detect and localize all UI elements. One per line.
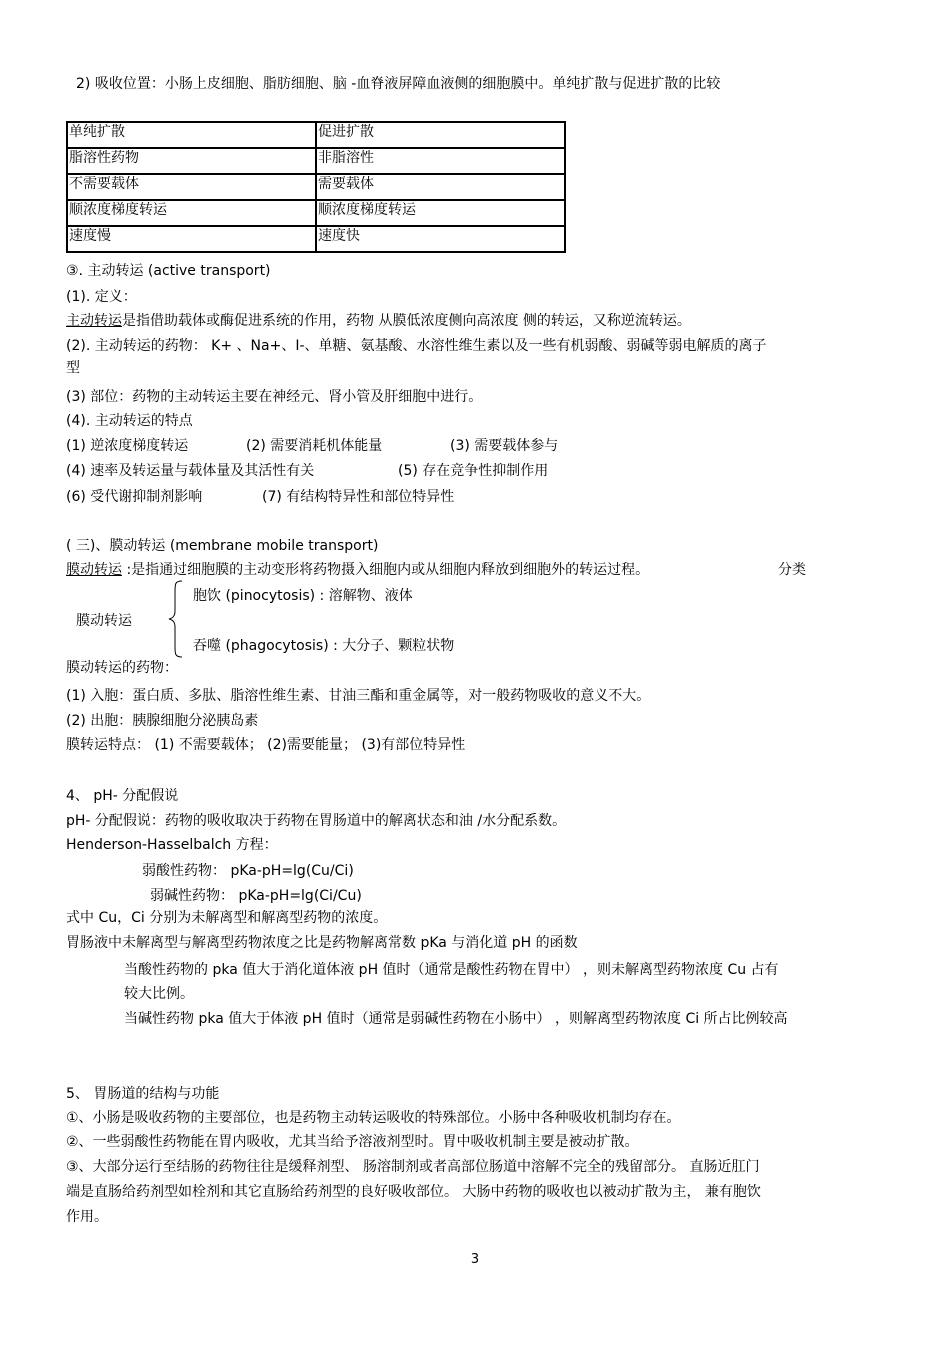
basic-drug-case: 当碱性药物 pka 值大于体液 pH 值时（通常是弱碱性药物在小肠中） ，则解离型药物浓度 Ci 所占比例较高	[124, 1011, 788, 1027]
ratio-statement: 胃肠液中未解离型与解离型药物浓度之比是药物解离常数 pKa 与消化道 pH 的函数	[66, 935, 578, 951]
feature-1: (1) 逆浓度梯度转运	[66, 438, 189, 454]
phagocytosis-item: 吞噬 (phagocytosis) : 大分子、颗粒状物	[193, 638, 455, 654]
table-cell: 不需要载体	[67, 174, 316, 200]
pinocytosis-item: 胞饮 (pinocytosis) : 溶解物、液体	[193, 588, 413, 604]
gi-paragraph-3-line-1: ③、大部分运行至结肠的药物往往是缓释剂型、 肠溶制剂或者高部位肠道中溶解不完全的残留部分。 直肠近肛门	[66, 1159, 760, 1175]
curly-brace-icon	[168, 580, 184, 658]
feature-6: (6) 受代谢抑制剂影响	[66, 489, 203, 505]
feature-2: (2) 需要消耗机体能量	[246, 438, 383, 454]
membrane-term: 膜动转运	[66, 562, 122, 578]
gi-tract-heading: 5、 胃肠道的结构与功能	[66, 1086, 220, 1102]
table-row	[67, 122, 565, 148]
active-transport-features-heading: (4). 主动转运的特点	[66, 413, 193, 429]
table-cell: 速度快	[316, 226, 565, 252]
table-row	[67, 200, 565, 226]
definition-label: (1). 定义：	[66, 289, 137, 305]
table-cell: 速度慢	[67, 226, 316, 252]
active-transport-definition	[66, 312, 691, 330]
endocytosis-line: (1) 入胞：蛋白质、多肽、脂溶性维生素、甘油三酯和重金属等，对一般药物吸收的意义不大。	[66, 688, 651, 704]
active-transport-drugs-cont: 型	[66, 360, 80, 376]
membrane-features-line: 膜转运特点： (1) 不需要载体； (2)需要能量； (3)有部位特异性	[66, 737, 466, 753]
table-row	[67, 226, 565, 252]
definition-text: 是指借助载体或酶促进系统的作用，药物 从膜低浓度侧向高浓度 侧的转运，又称逆流转运。	[122, 313, 691, 329]
feature-3: (3) 需要载体参与	[450, 438, 559, 454]
page-number: 3	[470, 1252, 480, 1267]
table-cell: 非脂溶性	[316, 148, 565, 174]
membrane-transport-definition	[66, 561, 649, 579]
feature-7: (7) 有结构特异性和部位特异性	[262, 489, 455, 505]
equation-legend: 式中 Cu，Ci 分别为未解离型和解离型药物的浓度。	[66, 910, 388, 926]
gi-paragraph-1: ①、小肠是吸收药物的主要部位，也是药物主动转运吸收的特殊部位。小肠中各种吸收机制均存在。	[66, 1110, 681, 1126]
absorption-site-line: 2) 吸收位置：小肠上皮细胞、脂肪细胞、脑 -血脊液屏障血液侧的细胞膜中。单纯扩散与促进扩散的比较	[76, 76, 721, 92]
ph-partition-heading: 4、 pH- 分配假说	[66, 788, 179, 804]
membrane-transport-heading: ( 三)、膜动转运 (membrane mobile transport)	[66, 538, 379, 554]
acidic-drug-case: 当酸性药物的 pka 值大于消化道体液 pH 值时（通常是酸性药物在胃中） ，则未解离型药物浓度 Cu 占有	[124, 962, 779, 978]
table-cell: 促进扩散	[316, 122, 565, 148]
gi-paragraph-3-line-3: 作用。	[66, 1209, 108, 1225]
table-cell: 顺浓度梯度转运	[316, 200, 565, 226]
table-cell: 需要载体	[316, 174, 565, 200]
brace-label: 膜动转运	[76, 613, 132, 629]
active-transport-heading: ③. 主动转运 (active transport)	[66, 263, 271, 279]
definition-term: 主动转运	[66, 313, 122, 329]
henderson-hasselbalch-label: Henderson-Hasselbalch 方程：	[66, 837, 278, 853]
membrane-drugs-heading: 膜动转运的药物：	[66, 660, 178, 676]
weak-base-equation: 弱碱性药物： pKa-pH=lg(Ci/Cu)	[150, 888, 362, 904]
acidic-drug-case-cont: 较大比例。	[124, 986, 194, 1002]
table-cell: 脂溶性药物	[67, 148, 316, 174]
active-transport-site: (3) 部位：药物的主动转运主要在神经元、肾小管及肝细胞中进行。	[66, 389, 483, 405]
feature-4: (4) 速率及转运量与载体量及其活性有关	[66, 463, 315, 479]
diffusion-comparison-table	[66, 121, 566, 253]
gi-paragraph-3-line-2: 端是直肠给药剂型如栓剂和其它直肠给药剂型的良好吸收部位。 大肠中药物的吸收也以被动扩散为主， 兼有胞饮	[66, 1184, 761, 1200]
table-cell: 顺浓度梯度转运	[67, 200, 316, 226]
table-row	[67, 174, 565, 200]
classification-label: 分类	[778, 562, 806, 578]
exocytosis-line: (2) 出胞：胰腺细胞分泌胰岛素	[66, 713, 259, 729]
gi-paragraph-2: ②、一些弱酸性药物能在胃内吸收，尤其当给予溶液剂型时。胃中吸收机制主要是被动扩散。	[66, 1134, 639, 1150]
table-row	[67, 148, 565, 174]
active-transport-drugs: (2). 主动转运的药物： K+ 、Na+、I-、单糖、氨基酸、水溶性维生素以及一些有机弱酸、弱碱等弱电解质的离子	[66, 338, 767, 354]
table-cell: 单纯扩散	[67, 122, 316, 148]
feature-5: (5) 存在竞争性抑制作用	[398, 463, 549, 479]
ph-partition-hypothesis: pH- 分配假说：药物的吸收取决于药物在胃肠道中的解离状态和油 /水分配系数。	[66, 813, 567, 829]
weak-acid-equation: 弱酸性药物： pKa-pH=lg(Cu/Ci)	[142, 863, 354, 879]
membrane-definition-text: :是指通过细胞膜的主动变形将药物摄入细胞内或从细胞内释放到细胞外的转运过程。	[122, 562, 650, 578]
